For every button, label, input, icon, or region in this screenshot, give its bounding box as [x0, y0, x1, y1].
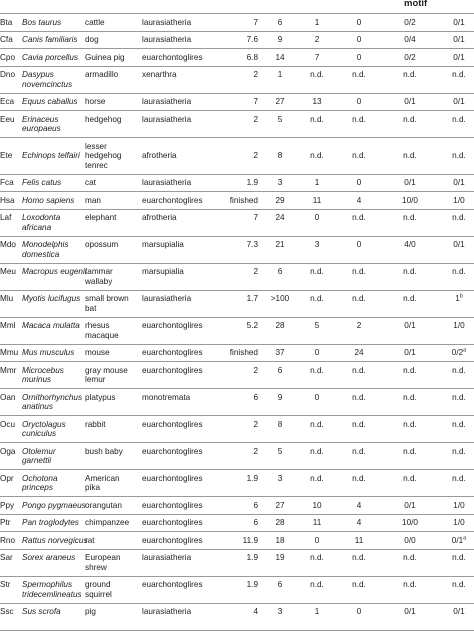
- count-c: 0: [356, 35, 362, 44]
- coverage-value: 7: [253, 213, 258, 222]
- count-a: 6: [277, 267, 283, 276]
- count-b: n.d.: [310, 580, 324, 589]
- count-a: 3: [277, 607, 283, 616]
- footnote-marker: b: [459, 293, 463, 300]
- species-abbreviation: Cpo: [0, 52, 16, 62]
- count-b: n.d.: [310, 267, 324, 276]
- clade: euarchontoglires: [142, 446, 203, 456]
- coverage-value: 2: [253, 70, 258, 79]
- coverage-value: 1.9: [246, 580, 258, 589]
- species-abbreviation: Opr: [0, 473, 14, 483]
- species-abbreviation: Ppy: [0, 500, 15, 510]
- table-row: [0, 138, 474, 175]
- count-b: n.d.: [310, 294, 324, 303]
- clade: euarchontoglires: [142, 195, 203, 205]
- clade: xenarthra: [142, 70, 177, 79]
- footnote-marker: a: [463, 534, 467, 541]
- species-name: Monodelphis domestica: [22, 240, 69, 259]
- clade: euarchontoglires: [142, 365, 203, 375]
- count-c: n.d.: [352, 473, 366, 483]
- species-abbreviation: Mml: [0, 321, 16, 330]
- species-abbreviation: Mdo: [0, 240, 16, 249]
- common-name: opossum: [85, 240, 119, 249]
- count-a: 28: [275, 518, 285, 527]
- coverage-value: 1.7: [246, 294, 258, 303]
- species-abbreviation: Str: [0, 580, 11, 589]
- clade: euarchontoglires: [142, 321, 203, 330]
- coverage-value: 1.9: [246, 553, 258, 562]
- motif-ratio: 0/0: [404, 535, 416, 545]
- common-name: rabbit: [85, 419, 106, 429]
- count-a: 27: [275, 97, 285, 106]
- table-row: [0, 577, 474, 604]
- count-b: 5: [314, 321, 320, 330]
- motif-ratio: n.d.: [403, 419, 417, 429]
- count-b: 7: [314, 52, 320, 62]
- clade: laurasiatheria: [142, 97, 192, 106]
- table-row: [0, 604, 474, 631]
- count-a: 6: [277, 365, 283, 375]
- ratio-e: 1/0: [453, 195, 465, 205]
- common-name: mouse: [85, 348, 110, 357]
- count-c: 0: [356, 17, 362, 27]
- count-c: 4: [356, 195, 362, 205]
- count-c: 2: [356, 321, 362, 330]
- coverage-value: finished: [229, 348, 258, 357]
- coverage-value: 2: [253, 267, 258, 276]
- ratio-e: 0/1: [453, 178, 465, 187]
- motif-ratio: n.d.: [403, 392, 417, 402]
- footnote-marker: a: [463, 347, 467, 354]
- species-abbreviation: Cfa: [0, 35, 13, 44]
- count-b: 0: [314, 392, 320, 402]
- count-b: 3: [314, 240, 320, 249]
- table-row: [0, 264, 474, 291]
- common-name: rat: [85, 535, 95, 545]
- species-name: Rattus norvegicus: [22, 535, 88, 545]
- common-name: armadillo: [85, 70, 119, 79]
- common-name: pig: [85, 607, 96, 616]
- motif-header: motif: [404, 0, 428, 9]
- motif-ratio: n.d.: [403, 553, 417, 562]
- motif-ratio: n.d.: [403, 213, 417, 222]
- count-a: 9: [277, 392, 283, 402]
- common-name: platypus: [85, 392, 116, 402]
- species-abbreviation: Ocu: [0, 419, 16, 429]
- species-name: Loxodonta africana: [22, 213, 61, 232]
- count-a: 8: [277, 419, 283, 429]
- coverage-value: 1.9: [246, 473, 258, 483]
- species-name: Ochotona princeps: [22, 473, 58, 492]
- species-abbreviation: Bta: [0, 17, 13, 27]
- count-b: n.d.: [310, 70, 324, 79]
- coverage-value: 7: [253, 17, 258, 27]
- species-name: Pongo pygmaeus: [22, 500, 86, 510]
- common-name: cat: [85, 178, 96, 187]
- table-row: [0, 175, 474, 193]
- count-c: 0: [356, 97, 362, 106]
- count-c: n.d.: [352, 267, 366, 276]
- clade: laurasiatheria: [142, 294, 192, 303]
- species-name: Myotis lucifugus: [22, 294, 81, 303]
- count-c: 0: [356, 52, 362, 62]
- clade: laurasiatheria: [142, 178, 192, 187]
- species-abbreviation: Sar: [0, 553, 13, 562]
- count-c: n.d.: [352, 446, 366, 456]
- motif-ratio: n.d.: [403, 70, 417, 79]
- species-name: Mus musculus: [22, 348, 75, 357]
- species-name: Sorex araneus: [22, 553, 76, 562]
- species-abbreviation: Oga: [0, 446, 16, 456]
- species-abbreviation: Mmr: [0, 365, 17, 375]
- count-c: 0: [356, 607, 362, 616]
- count-b: 11: [312, 195, 322, 205]
- species-abbreviation: Hsa: [0, 195, 15, 205]
- count-c: n.d.: [352, 392, 366, 402]
- count-c: 4: [356, 500, 362, 510]
- clade: marsupialia: [142, 267, 184, 276]
- motif-ratio: n.d.: [403, 580, 417, 589]
- table-header: [0, 0, 474, 14]
- species-abbreviation: Oan: [0, 392, 16, 402]
- species-abbreviation: Fca: [0, 178, 14, 187]
- coverage-value: 1.9: [246, 178, 258, 187]
- coverage-value: 2: [253, 114, 258, 124]
- count-b: 10: [312, 500, 322, 510]
- common-name: bush baby: [85, 446, 123, 456]
- ratio-e: n.d.: [452, 114, 466, 124]
- clade: afrotheria: [142, 213, 177, 222]
- table-body: [0, 14, 474, 631]
- count-b: 0: [314, 213, 320, 222]
- motif-ratio: 0/2: [404, 17, 416, 27]
- count-b: n.d.: [310, 473, 324, 483]
- table-row: [0, 67, 474, 94]
- coverage-value: 6: [253, 500, 258, 510]
- count-c: 4: [356, 518, 362, 527]
- count-c: n.d.: [352, 213, 366, 222]
- species-name: Homo sapiens: [22, 195, 75, 205]
- coverage-value: 11.9: [242, 535, 258, 545]
- ratio-e: 0/1: [453, 52, 465, 62]
- species-name: Ornithorhynchus anatinus: [22, 392, 83, 411]
- count-c: 0: [356, 178, 362, 187]
- species-name: Felis catus: [22, 178, 62, 187]
- count-a: 3: [277, 473, 283, 483]
- common-name: lesser hedgehog tenrec: [85, 141, 122, 170]
- count-a: 3: [277, 178, 283, 187]
- count-a: >100: [270, 294, 290, 303]
- ratio-e: 1/0: [453, 321, 465, 330]
- count-a: 37: [275, 348, 285, 357]
- count-a: 21: [275, 240, 285, 249]
- common-name: elephant: [85, 213, 117, 222]
- clade: euarchontoglires: [142, 473, 203, 483]
- clade: marsupialia: [142, 240, 184, 249]
- common-name: cattle: [85, 17, 105, 27]
- clade: laurasiatheria: [142, 114, 192, 124]
- count-b: n.d.: [310, 446, 324, 456]
- coverage-value: 7.3: [246, 240, 258, 249]
- count-a: 19: [275, 553, 285, 562]
- table-row: [0, 345, 474, 363]
- count-c: 24: [354, 348, 364, 357]
- ratio-e: n.d.: [452, 213, 466, 222]
- count-a: 5: [277, 114, 283, 124]
- count-c: n.d.: [352, 151, 366, 160]
- motif-ratio: 0/1: [404, 348, 416, 357]
- clade: euarchontoglires: [142, 419, 203, 429]
- count-a: 14: [275, 52, 285, 62]
- coverage-value: 2: [253, 365, 258, 375]
- ratio-e: n.d.: [452, 70, 466, 79]
- ratio-e: n.d.: [452, 553, 466, 562]
- ratio-e: n.d.: [452, 473, 466, 483]
- count-a: 6: [277, 580, 283, 589]
- ratio-e: n.d.: [452, 392, 466, 402]
- ratio-e: 1/0: [453, 500, 465, 510]
- table-row: [0, 14, 474, 32]
- count-b: 1: [314, 607, 320, 616]
- motif-ratio: 0/4: [404, 35, 416, 44]
- table-row: [0, 237, 474, 264]
- table-row: [0, 515, 474, 533]
- coverage-value: finished: [229, 195, 258, 205]
- species-name: Erinaceus europaeus: [22, 114, 61, 133]
- ratio-e: 1/0: [453, 518, 465, 527]
- count-a: 24: [275, 213, 285, 222]
- motif-ratio: 0/2: [404, 52, 416, 62]
- clade: euarchontoglires: [142, 500, 203, 510]
- ratio-e: 0/1: [453, 240, 465, 249]
- species-abbreviation: Ptr: [0, 518, 11, 527]
- species-name: Equus caballus: [22, 97, 78, 106]
- table-row: [0, 532, 474, 550]
- species-name: Pan troglodytes: [22, 518, 79, 527]
- motif-ratio: 0/1: [404, 500, 416, 510]
- table-row: [0, 49, 474, 67]
- table-row: [0, 550, 474, 577]
- ratio-e: n.d.: [452, 267, 466, 276]
- species-abbreviation: Laf: [0, 213, 12, 222]
- ratio-e: 0/1: [453, 17, 465, 27]
- species-abbreviation: Dno: [0, 70, 16, 79]
- species-name: Echinops telfairi: [22, 151, 80, 160]
- count-b: 2: [314, 35, 320, 44]
- count-b: n.d.: [310, 114, 324, 124]
- common-name: rhesus macaque: [85, 321, 119, 340]
- count-a: 9: [277, 35, 283, 44]
- table-row: [0, 497, 474, 515]
- count-a: 8: [277, 151, 283, 160]
- count-c: 11: [354, 535, 364, 545]
- clade: laurasiatheria: [142, 17, 192, 27]
- motif-ratio: n.d.: [403, 294, 417, 303]
- ratio-e: 0/2$^a$: [451, 347, 467, 357]
- species-abbreviation: Ssc: [0, 607, 14, 616]
- motif-ratio: 0/1: [404, 97, 416, 106]
- ratio-e: 1$^b$: [455, 293, 463, 303]
- ratio-e: 0/1: [453, 607, 465, 616]
- species-name: Microcebus murinus: [22, 365, 64, 384]
- count-c: 0: [356, 240, 362, 249]
- species-abbreviation: Meu: [0, 267, 16, 276]
- clade: euarchontoglires: [142, 535, 203, 545]
- count-b: n.d.: [310, 553, 324, 562]
- coverage-value: 2: [253, 151, 258, 160]
- species-name: Bos taurus: [22, 17, 62, 27]
- coverage-value: 4: [253, 607, 258, 616]
- count-a: 29: [275, 195, 285, 205]
- coverage-value: 7.6: [246, 35, 258, 44]
- motif-ratio: n.d.: [403, 267, 417, 276]
- count-b: n.d.: [310, 151, 324, 160]
- species-name: Cavia porcellus: [22, 52, 78, 62]
- table-row: [0, 32, 474, 50]
- common-name: orangutan: [85, 500, 122, 510]
- clade: laurasiatheria: [142, 35, 192, 44]
- species-name: Otolemur garnettii: [22, 446, 56, 465]
- coverage-value: 7: [253, 97, 258, 106]
- motif-ratio: n.d.: [403, 114, 417, 124]
- common-name: ground squirrel: [85, 580, 112, 599]
- species-name: Macaca mulatta: [22, 321, 80, 330]
- motif-ratio: n.d.: [403, 446, 417, 456]
- clade: euarchontoglires: [142, 348, 203, 357]
- clade: euarchontoglires: [142, 580, 203, 589]
- species-name: Oryctolagus cuniculus: [22, 419, 66, 438]
- table-row: [0, 318, 474, 345]
- common-name: tammar wallaby: [85, 267, 113, 286]
- clade: monotremata: [142, 392, 191, 402]
- table-row: [0, 362, 474, 389]
- clade: laurasiatheria: [142, 607, 192, 616]
- count-b: n.d.: [310, 419, 324, 429]
- clade: euarchontoglires: [142, 52, 203, 62]
- table-row: [0, 210, 474, 237]
- ratio-e: n.d.: [452, 446, 466, 456]
- common-name: horse: [85, 97, 106, 106]
- table-row: [0, 470, 474, 497]
- ratio-e: 0/1: [453, 97, 465, 106]
- common-name: chimpanzee: [85, 518, 130, 527]
- ratio-e: 0/1$^a$: [451, 534, 467, 545]
- ratio-e: n.d.: [452, 419, 466, 429]
- clade: euarchontoglires: [142, 518, 203, 527]
- species-name: Sus scrofa: [22, 607, 61, 616]
- table-row: [0, 416, 474, 443]
- count-a: 5: [277, 446, 283, 456]
- species-name: Canis familiaris: [22, 35, 78, 44]
- coverage-value: 5.2: [246, 321, 258, 330]
- coverage-value: 6: [253, 518, 258, 527]
- count-c: n.d.: [352, 294, 366, 303]
- ratio-e: n.d.: [452, 151, 466, 160]
- table-row: [0, 389, 474, 416]
- common-name: small brown bat: [85, 294, 129, 313]
- count-c: n.d.: [352, 114, 366, 124]
- count-b: 11: [312, 518, 322, 527]
- motif-ratio: 10/0: [402, 195, 418, 205]
- species-abbreviation: Mmu: [0, 348, 19, 357]
- common-name: Guinea pig: [85, 52, 125, 62]
- motif-ratio: 0/1: [404, 607, 416, 616]
- table-row: [0, 94, 474, 112]
- table-row: [0, 111, 474, 138]
- count-b: 13: [312, 97, 322, 106]
- motif-ratio: n.d.: [403, 473, 417, 483]
- count-c: n.d.: [352, 580, 366, 589]
- species-name: Dasypus novemcinctus: [22, 70, 73, 89]
- count-b: 0: [314, 535, 320, 545]
- count-a: 18: [275, 535, 285, 545]
- common-name: hedgehog: [85, 114, 122, 124]
- species-name: Spermophilus tridecemlineatus: [22, 580, 82, 599]
- motif-ratio: 10/0: [402, 518, 418, 527]
- species-abbreviation: Mlu: [0, 294, 14, 303]
- count-a: 27: [275, 500, 285, 510]
- count-b: 0: [314, 348, 320, 357]
- coverage-value: 2: [253, 419, 258, 429]
- count-a: 28: [275, 321, 285, 330]
- table-row: [0, 192, 474, 210]
- common-name: American pika: [85, 473, 120, 492]
- common-name: European shrew: [85, 553, 121, 572]
- species-abbreviation: Eca: [0, 97, 15, 106]
- motif-ratio: n.d.: [403, 365, 417, 375]
- motif-ratio: 0/1: [404, 178, 416, 187]
- count-b: n.d.: [310, 365, 324, 375]
- common-name: gray mouse lemur: [85, 365, 128, 384]
- count-b: 1: [314, 17, 320, 27]
- table-row: [0, 443, 474, 470]
- ratio-e: 0/1: [453, 35, 465, 44]
- common-name: man: [85, 195, 101, 205]
- count-a: 1: [277, 70, 283, 79]
- species-name: Macropus eugenii: [22, 267, 87, 276]
- species-abbreviation: Ete: [0, 151, 13, 160]
- ratio-e: n.d.: [452, 580, 466, 589]
- count-c: n.d.: [352, 419, 366, 429]
- count-a: 6: [277, 17, 283, 27]
- motif-ratio: 0/1: [404, 321, 416, 330]
- common-name: dog: [85, 35, 99, 44]
- count-b: 1: [314, 178, 320, 187]
- table-row: [0, 291, 474, 318]
- motif-ratio: 4/0: [404, 240, 416, 249]
- species-abbreviation: Eeu: [0, 114, 15, 124]
- count-c: n.d.: [352, 553, 366, 562]
- coverage-value: 2: [253, 446, 258, 456]
- coverage-value: 6.8: [246, 52, 258, 62]
- count-c: n.d.: [352, 365, 366, 375]
- clade: afrotheria: [142, 151, 177, 160]
- ratio-e: n.d.: [452, 365, 466, 375]
- count-c: n.d.: [352, 70, 366, 79]
- motif-ratio: n.d.: [403, 151, 417, 160]
- coverage-value: 6: [253, 392, 258, 402]
- clade: laurasiatheria: [142, 553, 192, 562]
- species-abbreviation: Rno: [0, 535, 16, 545]
